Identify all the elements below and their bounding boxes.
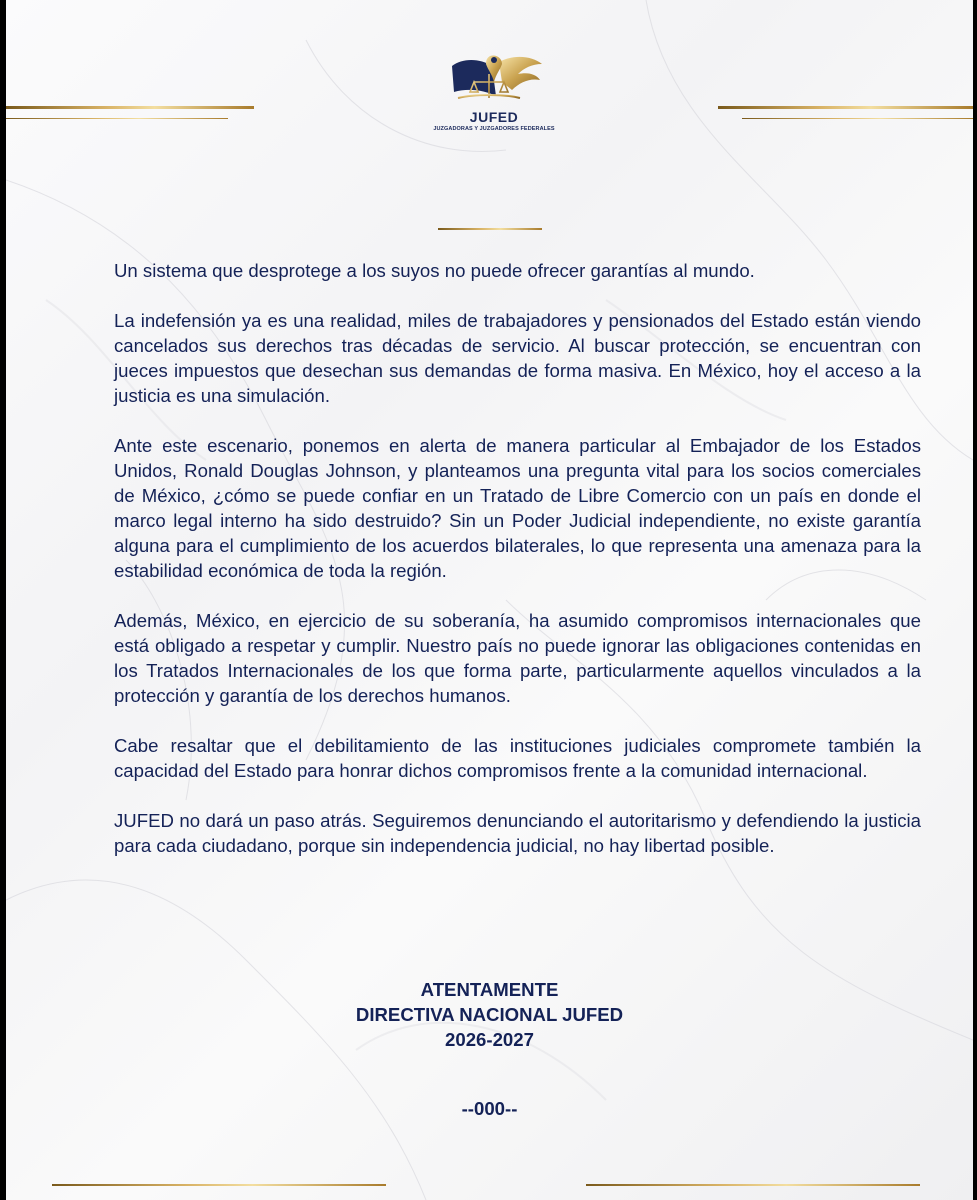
logo-subtitle: JUZGADORAS Y JUZGADORES FEDERALES — [433, 126, 555, 132]
signature-line-3: 2026-2027 — [445, 1029, 534, 1050]
footer-gold-line-left — [52, 1184, 386, 1186]
scales-eagle-logo-icon — [444, 52, 544, 107]
document-page — [6, 0, 973, 1200]
document-end-mark: --000-- — [461, 1098, 518, 1119]
title-divider-line — [438, 228, 542, 230]
letter-body — [114, 258, 921, 883]
paragraph-6: JUFED no dará un paso atrás. Seguiremos denunciando el autoritarismo y defendiendo la justicia para cada ciudadano, porque sin independencia judicial, no hay libertad posible. — [114, 810, 921, 856]
jufed-logo — [424, 52, 564, 142]
logo-name: JUFED — [469, 109, 519, 125]
paragraph-1: Un sistema que desprotege a los suyos no puede ofrecer garantías al mundo. — [114, 260, 755, 281]
header-gold-line-left — [6, 106, 254, 109]
signature-line-2: DIRECTIVA NACIONAL JUFED — [355, 1004, 624, 1025]
header-gold-line-left-thin — [6, 118, 228, 119]
footer-gold-line-right — [586, 1184, 920, 1186]
paragraph-3: Ante este escenario, ponemos en alerta de manera particular al Embajador de los Estados Unidos, Ronald Douglas Johnson, y planteamos una pregunta vital para los socios comerciales de México, ¿cómo se puede confiar en un Tratado de Libre Comercio con un país en donde el marco legal interno ha sido destruido? Sin un Poder Judicial independiente, no existe garantía alguna para el cumplimiento de los acuerdos bilaterales, lo que representa una amenaza para la estabilidad económica de toda la región. — [114, 435, 921, 581]
header-gold-line-right — [718, 106, 973, 109]
signature-line-1: ATENTAMENTE — [420, 979, 559, 1000]
header-gold-line-right-thin — [742, 118, 973, 119]
paragraph-4: Además, México, en ejercicio de su soberanía, ha asumido compromisos internacionales que está obligado a respetar y cumplir. Nuestro país no puede ignorar las obligaciones contenidas en los Tratados Internacionales de los que forma parte, particularmente aquellos vinculados a la protección y garantía de los derechos humanos. — [114, 610, 921, 706]
signature-block — [6, 977, 973, 1052]
paragraph-5: Cabe resaltar que el debilitamiento de las instituciones judiciales compromete también la capacidad del Estado para honrar dichos compromisos frente a la comunidad internacional. — [114, 735, 921, 781]
paragraph-2: La indefensión ya es una realidad, miles de trabajadores y pensionados del Estado están viendo cancelados sus derechos tras décadas de servicio. Al buscar protección, se encuentran con jueces impuestos que desechan sus demandas de forma masiva. En México, hoy el acceso a la justicia es una simulación. — [114, 310, 921, 406]
